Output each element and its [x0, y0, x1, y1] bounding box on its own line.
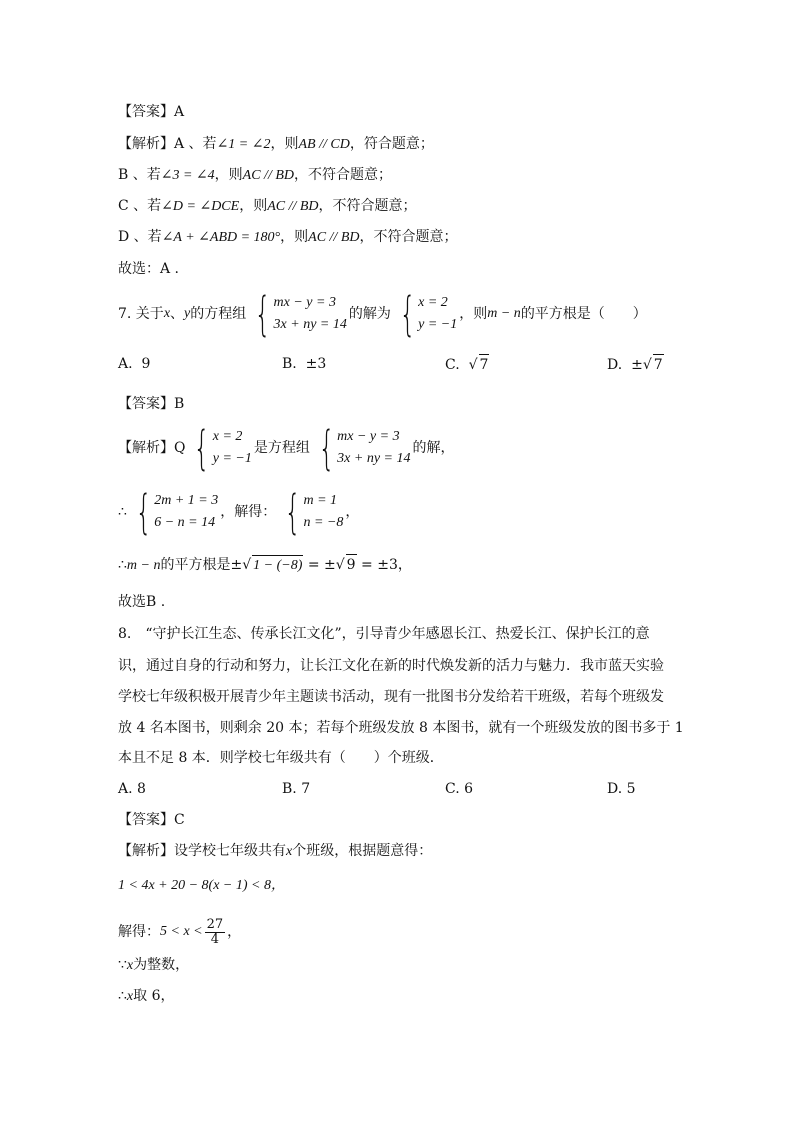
- text: 的平方根是（ ）: [520, 306, 647, 322]
- answer-label: 【答案】B: [118, 396, 185, 412]
- text: 放 4 名本图书，则剩余 20 本；若每个班级发放 8 本图书，就有一个班级发放的图书多于 1: [118, 720, 684, 736]
- text: 的解，: [412, 440, 455, 456]
- option-value: 7: [479, 354, 490, 375]
- equation: 2m + 1 = 3: [154, 493, 219, 508]
- text: 的平方根是: [160, 557, 231, 573]
- text: 【解析】设学校七年级共有: [118, 843, 286, 859]
- math-condition: ∠1 = ∠2: [216, 137, 271, 152]
- equation: x = 2: [212, 429, 243, 444]
- math-expr: m − n: [487, 306, 521, 321]
- text: 本且不足 8 本．则学校七年级共有（ ）个班级．: [118, 750, 444, 766]
- plus-minus-sign: ±: [631, 357, 643, 373]
- math-var: x: [163, 306, 171, 321]
- equation: y = −1: [418, 317, 458, 332]
- text: ，则: [270, 136, 299, 152]
- equation: mx − y = 3: [273, 295, 336, 310]
- q8-analysis-1: [118, 841, 432, 862]
- option-text: A. 8: [118, 781, 146, 797]
- option-label: B.: [282, 356, 297, 372]
- q8-stem-line-2: [118, 656, 664, 676]
- option-text: B. 7: [282, 781, 311, 797]
- option-value: 7: [653, 354, 664, 375]
- because-sign: ∵: [118, 957, 127, 973]
- q8-stem-line-3: [118, 687, 664, 707]
- text: ，则: [214, 167, 243, 183]
- option-label: D.: [607, 357, 623, 373]
- text: 、: [170, 306, 185, 322]
- math-var: y: [184, 306, 191, 321]
- q7-option-a: [118, 354, 150, 374]
- text: 【解析】Q: [118, 440, 186, 456]
- answer-label: 【答案】C: [118, 812, 185, 828]
- text: 是方程组: [253, 440, 310, 456]
- text: B 、若: [118, 167, 161, 183]
- option-label: A.: [118, 356, 133, 372]
- q8-since: [118, 955, 189, 976]
- text: ，不符合题意；: [359, 229, 458, 245]
- therefore-sign: ∴: [118, 988, 127, 1004]
- q7-option-b: [282, 354, 326, 374]
- text: ，则: [239, 198, 268, 214]
- text: ，则: [280, 229, 309, 245]
- text: ，: [227, 924, 242, 940]
- equation: y = −1: [212, 451, 252, 466]
- q6-analysis-c: [118, 196, 417, 217]
- math-var: x: [126, 989, 134, 1004]
- numerator: 27: [206, 916, 224, 932]
- text: ，不符合题意；: [318, 198, 417, 214]
- q8-stem-line-4: [118, 718, 684, 738]
- q8-hence: [118, 986, 175, 1007]
- equation: m = 1: [303, 493, 338, 508]
- math-parallel: AC // BD: [242, 168, 295, 183]
- q6-analysis-a: [118, 134, 434, 155]
- q6-analysis-b: [118, 165, 392, 186]
- q8-stem-line-1: [118, 624, 650, 644]
- radicand: 9: [346, 554, 357, 575]
- q8-option-d: [607, 779, 636, 799]
- text: = ±3，: [361, 557, 412, 573]
- q6-answer: [118, 102, 184, 122]
- text: 个班级，根据题意得：: [292, 843, 433, 859]
- math-condition: ∠A + ∠ABD = 180°: [161, 230, 281, 245]
- question-number: 7. 关于: [118, 306, 164, 322]
- q7-option-c: C. √ 7: [445, 354, 489, 375]
- text: ，符合题意；: [349, 136, 434, 152]
- text: 故选B .: [118, 594, 166, 610]
- q8-stem-line-5: [118, 748, 444, 768]
- equation-system: { mx − y = 3 3x + ny = 14: [254, 287, 347, 341]
- option-text: D. 5: [607, 781, 636, 797]
- substituted-system: { 2m + 1 = 3 6 − n = 14: [135, 485, 219, 539]
- option-value: 9: [141, 356, 151, 372]
- math-inequality: 5 < x <: [160, 924, 203, 939]
- text: 解得：: [118, 924, 160, 940]
- text: D 、若: [118, 229, 162, 245]
- math-condition: ∠3 = ∠4: [160, 168, 215, 183]
- option-label: C.: [445, 357, 460, 373]
- math-var: x: [286, 844, 293, 859]
- q6-conclusion: [118, 259, 179, 279]
- result-system: { m = 1 n = −8: [284, 485, 344, 539]
- text: ，: [345, 504, 360, 520]
- q8-option-c: [445, 779, 473, 799]
- q8-answer: [118, 810, 185, 830]
- q7-stem: [118, 287, 647, 341]
- text: 取 6，: [133, 988, 175, 1004]
- solution-system: { x = 2 y = −1: [399, 287, 458, 341]
- text: 的解为: [348, 306, 391, 322]
- solution-system: { x = 2 y = −1: [194, 421, 252, 475]
- equation: x = 2: [418, 295, 448, 310]
- q8-option-a: [118, 779, 146, 799]
- equation: n = −8: [303, 515, 344, 530]
- text: = ±: [307, 557, 336, 573]
- equation: 6 − n = 14: [154, 515, 216, 530]
- text: 学校七年级积极开展青少年主题读书活动，现有一批图书分发给若干班级，若每个班级发: [118, 689, 664, 705]
- math-condition: ∠D = ∠DCE: [161, 199, 240, 214]
- q8-inequality: [118, 876, 285, 896]
- text: C 、若: [118, 198, 162, 214]
- fraction: [205, 918, 226, 947]
- q7-option-d: D. ±√ 7: [607, 354, 664, 375]
- q7-analysis-2: [118, 485, 360, 539]
- math-parallel: AC // BD: [267, 199, 319, 214]
- equation: 3x + ny = 14: [273, 317, 347, 332]
- text: 8. “守护长江生态、传承长江文化”，引导青少年感恩长江、热爱长江、保护长江的意: [118, 626, 650, 642]
- equation: mx − y = 3: [337, 429, 400, 444]
- equation-system: { mx − y = 3 3x + ny = 14: [318, 421, 411, 475]
- text: ，不符合题意；: [294, 167, 393, 183]
- text: 为整数，: [133, 957, 190, 973]
- text: 【解析】A 、若: [118, 136, 217, 152]
- answer-label: 【答案】A: [118, 104, 185, 120]
- equation: 3x + ny = 14: [337, 451, 411, 466]
- q6-analysis-d: [118, 227, 458, 248]
- text: ，则: [459, 306, 488, 322]
- radicand: 1 − (−8): [252, 555, 303, 576]
- math-parallel: AC // BD: [308, 230, 360, 245]
- text: 的方程组: [190, 306, 247, 322]
- math-inequality: 1 < 4x + 20 − 8(x − 1) < 8，: [118, 878, 285, 893]
- math-parallel: AB // CD: [298, 137, 350, 152]
- q8-solution: [118, 912, 241, 952]
- option-text: C. 6: [445, 781, 474, 797]
- q7-analysis-1: [118, 421, 455, 475]
- denominator: 4: [210, 931, 220, 947]
- option-value: ±3: [305, 356, 327, 372]
- q8-option-b: [282, 779, 310, 799]
- text: 故选：A .: [118, 261, 180, 277]
- math-var: x: [126, 958, 134, 973]
- q7-answer: [118, 394, 184, 414]
- therefore-sign: ∴: [118, 557, 127, 573]
- plus-minus-sign: ±: [230, 557, 243, 573]
- text: ，解得：: [220, 504, 277, 520]
- math-expr: m − n: [126, 558, 161, 573]
- q7-conclusion: [118, 592, 165, 612]
- text: 识，通过自身的行动和努力，让长江文化在新的时代焕发新的活力与魅力．我市蓝天实验: [118, 658, 664, 674]
- q7-analysis-3: ∴m − n的平方根是±√ 1 − (−8) = ±√ 9 = ±3，: [118, 554, 412, 576]
- therefore-sign: ∴: [118, 504, 127, 520]
